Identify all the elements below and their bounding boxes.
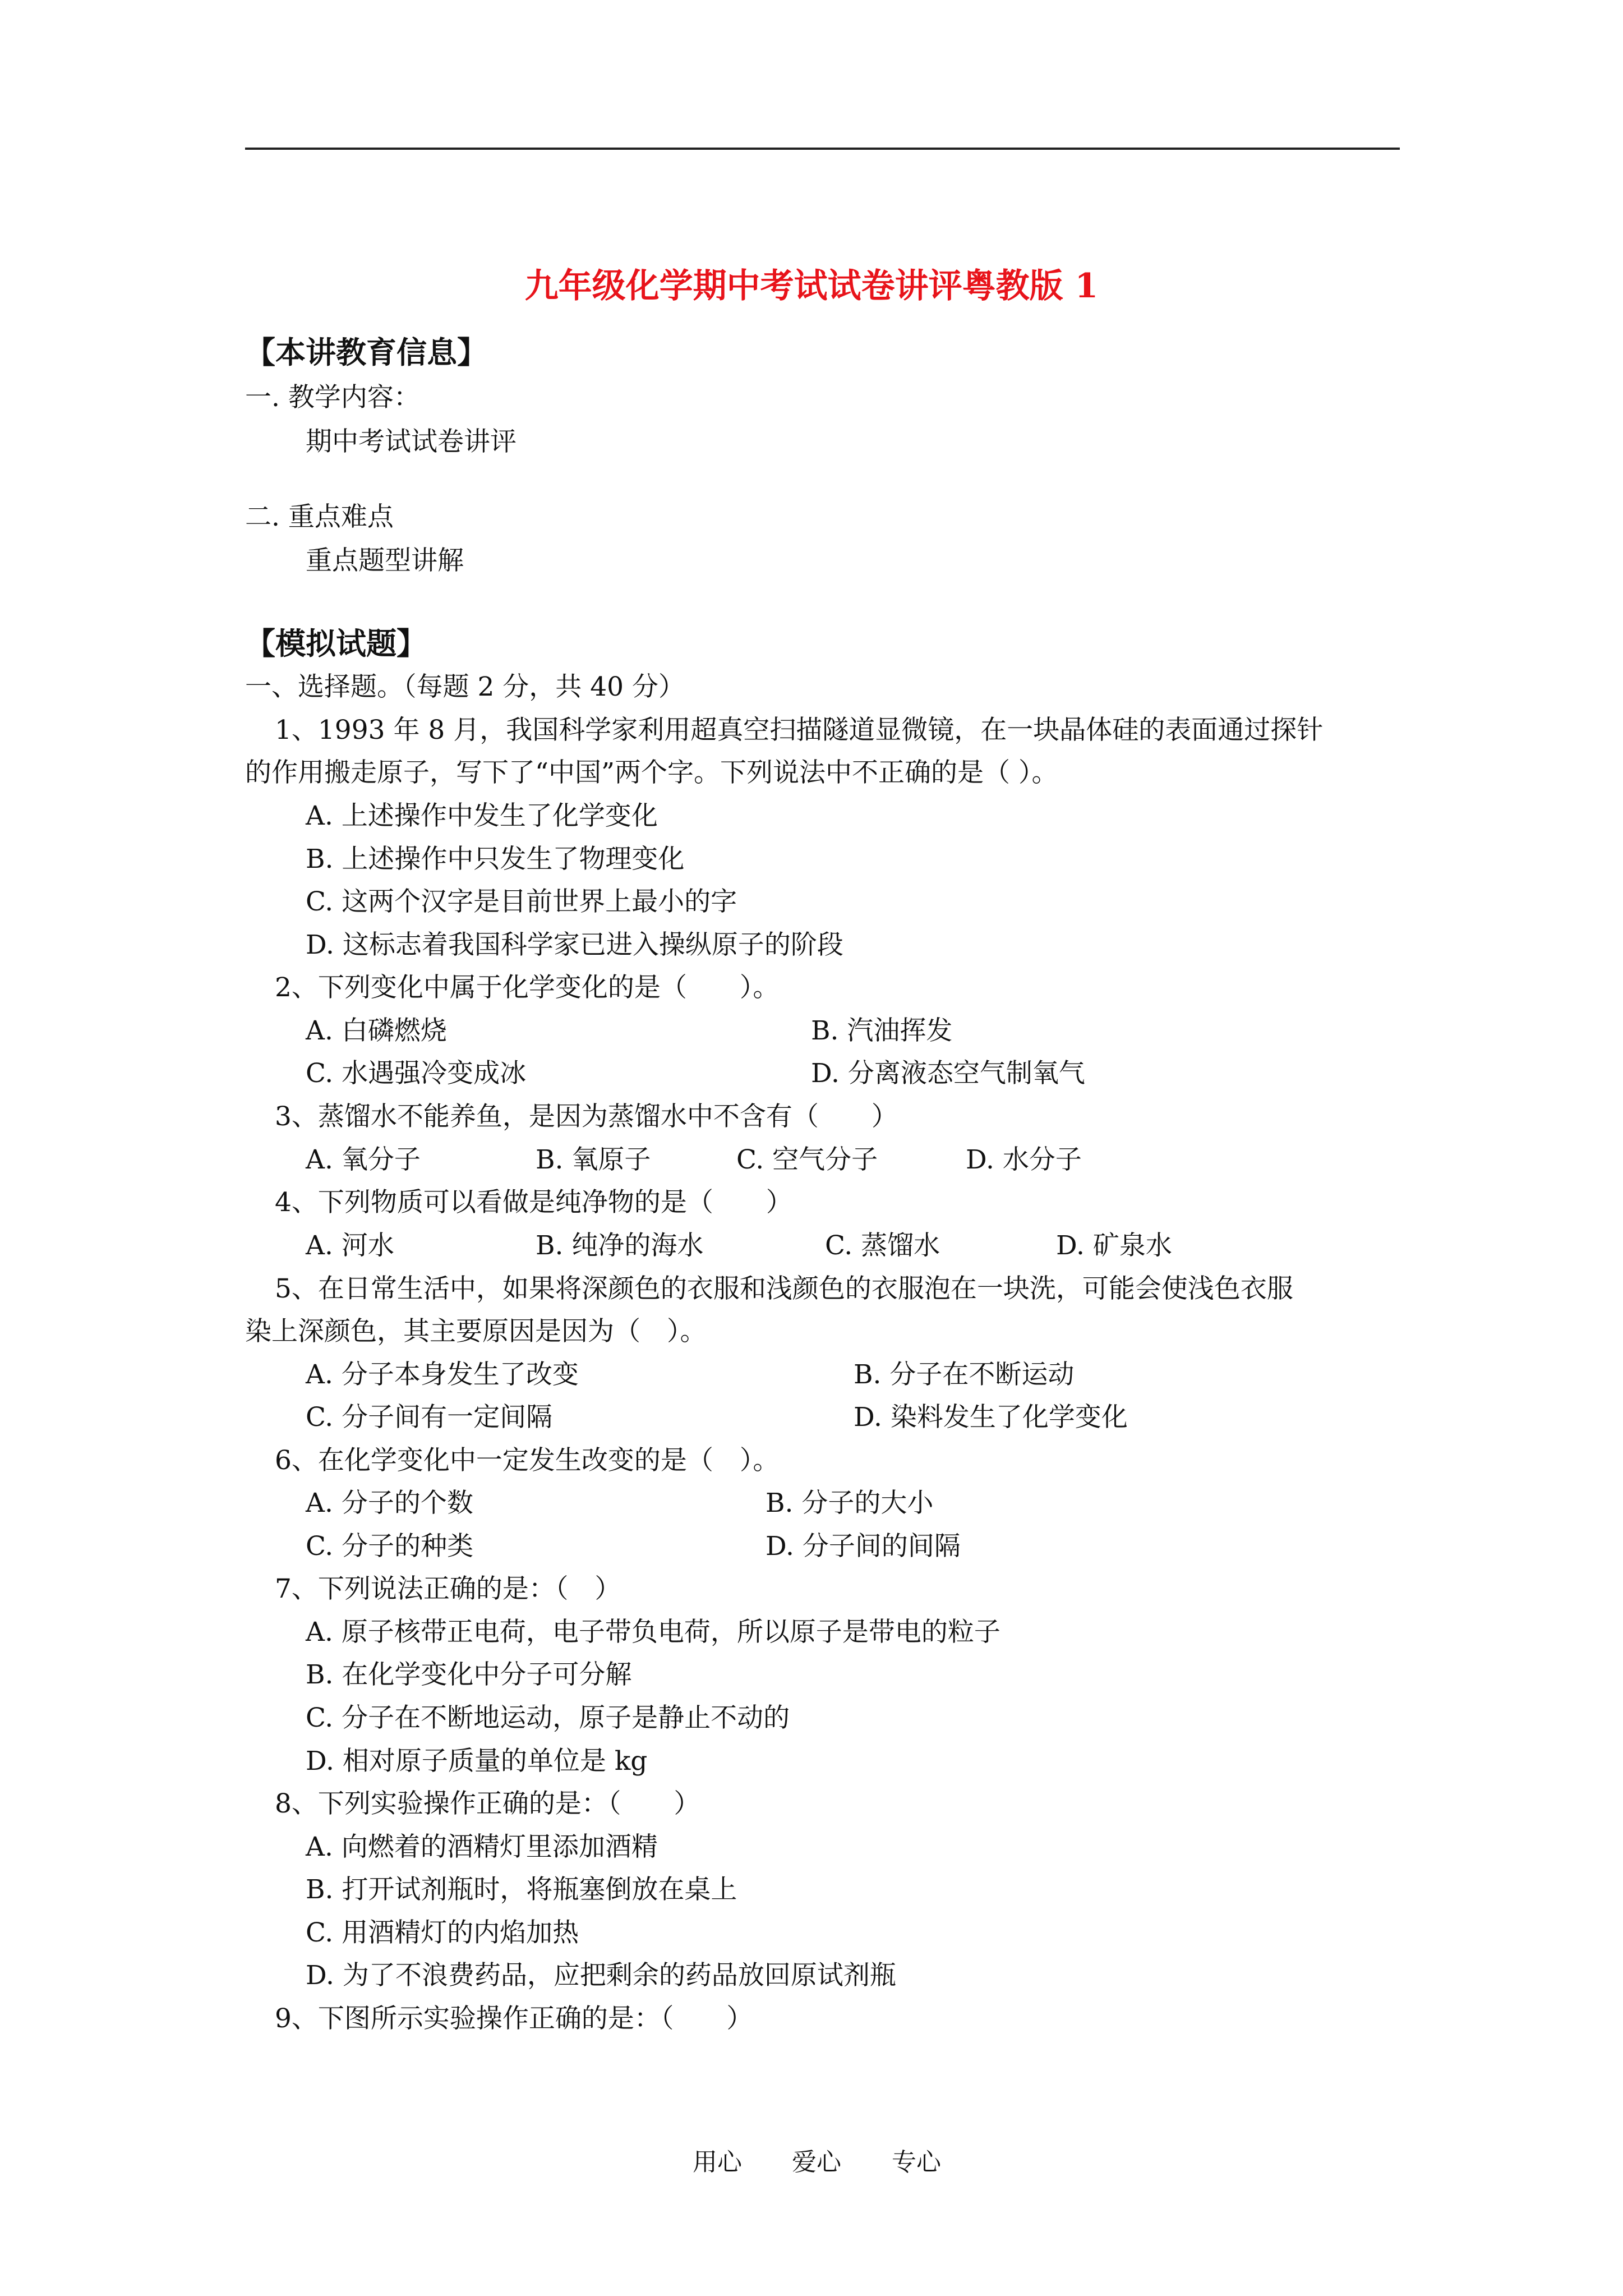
question-5-line-1: 5、在日常生活中，如果将深颜色的衣服和浅颜色的衣服泡在一块洗，可能会使浅色衣服 bbox=[275, 1273, 1293, 1304]
question-9: 9、下图所示实验操作正确的是：（ ） bbox=[275, 2003, 753, 2034]
question-1-option-d: D. 这标志着我国科学家已进入操纵原子的阶段 bbox=[306, 930, 843, 960]
question-5-option-a: A. 分子本身发生了改变 bbox=[306, 1359, 579, 1390]
question-6-option-a: A. 分子的个数 bbox=[306, 1488, 473, 1519]
question-6-option-b: B. 分子的大小 bbox=[766, 1488, 934, 1519]
question-6-option-c: C. 分子的种类 bbox=[306, 1531, 474, 1562]
key-points-heading: 二. 重点难点 bbox=[245, 501, 394, 532]
question-4-option-d: D. 矿泉水 bbox=[1056, 1230, 1172, 1261]
question-7-option-c: C. 分子在不断地运动，原子是静止不动的 bbox=[306, 1703, 790, 1733]
question-6: 6、在化学变化中一定发生改变的是（ ）。 bbox=[275, 1445, 780, 1476]
question-3-option-c: C. 空气分子 bbox=[736, 1144, 878, 1175]
question-8-option-d: D. 为了不浪费药品，应把剩余的药品放回原试剂瓶 bbox=[306, 1960, 896, 1991]
footer-word-3: 专心 bbox=[892, 2148, 941, 2177]
question-7-option-d: D. 相对原子质量的单位是 kg bbox=[306, 1746, 648, 1777]
question-1-option-c: C. 这两个汉字是目前世界上最小的字 bbox=[306, 886, 737, 917]
question-5-option-c: C. 分子间有一定间隔 bbox=[306, 1402, 553, 1433]
question-1-option-b: B. 上述操作中只发生了物理变化 bbox=[306, 844, 685, 875]
teaching-content-body: 期中考试试卷讲评 bbox=[306, 426, 517, 457]
question-4: 4、下列物质可以看做是纯净物的是（ ） bbox=[275, 1187, 792, 1218]
question-1-option-a: A. 上述操作中发生了化学变化 bbox=[306, 800, 658, 831]
test-section-heading: 【模拟试题】 bbox=[245, 625, 427, 661]
header-rule bbox=[245, 148, 1400, 150]
question-8-option-c: C. 用酒精灯的内焰加热 bbox=[306, 1917, 579, 1948]
part1-heading: 一、选择题。（每题 2 分，共 40 分） bbox=[245, 671, 685, 702]
question-5-line-2: 染上深颜色，其主要原因是因为（ ）。 bbox=[245, 1316, 707, 1347]
document-title: 九年级化学期中考试试卷讲评粤教版 1 bbox=[524, 266, 1099, 306]
question-7-option-a: A. 原子核带正电荷，电子带负电荷，所以原子是带电的粒子 bbox=[306, 1617, 1000, 1648]
question-1-line-2: 的作用搬走原子，写下了“中国”两个字。下列说法中不正确的是（ ）。 bbox=[245, 757, 1058, 788]
question-8-option-a: A. 向燃着的酒精灯里添加酒精 bbox=[306, 1832, 658, 1862]
footer-word-1: 用心 bbox=[693, 2148, 742, 2177]
info-section-heading: 【本讲教育信息】 bbox=[245, 334, 487, 370]
question-7-option-b: B. 在化学变化中分子可分解 bbox=[306, 1659, 632, 1690]
question-5-option-b: B. 分子在不断运动 bbox=[854, 1359, 1075, 1390]
question-2-option-a: A. 白磷燃烧 bbox=[306, 1015, 447, 1046]
teaching-content-heading: 一. 教学内容： bbox=[245, 382, 420, 413]
key-points-body: 重点题型讲解 bbox=[306, 545, 464, 576]
question-7: 7、下列说法正确的是：（ ） bbox=[275, 1573, 621, 1604]
question-6-option-d: D. 分子间的间隔 bbox=[766, 1531, 961, 1562]
question-4-option-a: A. 河水 bbox=[306, 1230, 394, 1261]
question-2-option-b: B. 汽油挥发 bbox=[811, 1015, 953, 1046]
question-4-option-c: C. 蒸馏水 bbox=[825, 1230, 940, 1261]
question-3-option-a: A. 氧分子 bbox=[306, 1144, 421, 1175]
question-5-option-d: D. 染料发生了化学变化 bbox=[854, 1402, 1128, 1433]
question-3: 3、蒸馏水不能养鱼，是因为蒸馏水中不含有（ ） bbox=[275, 1101, 898, 1132]
question-8-option-b: B. 打开试剂瓶时，将瓶塞倒放在桌上 bbox=[306, 1874, 737, 1905]
question-3-option-b: B. 氧原子 bbox=[536, 1144, 651, 1175]
question-2-option-d: D. 分离液态空气制氧气 bbox=[811, 1058, 1085, 1089]
footer-word-2: 爱心 bbox=[792, 2148, 841, 2177]
question-4-option-b: B. 纯净的海水 bbox=[536, 1230, 704, 1261]
question-2-option-c: C. 水遇强冷变成冰 bbox=[306, 1058, 527, 1089]
question-1-line-1: 1、1993 年 8 月，我国科学家利用超真空扫描隧道显微镜，在一块晶体硅的表面通过探针 bbox=[275, 715, 1324, 746]
question-8: 8、下列实验操作正确的是：（ ） bbox=[275, 1788, 700, 1819]
question-3-option-d: D. 水分子 bbox=[966, 1144, 1082, 1175]
question-2: 2、下列变化中属于化学变化的是（ ）。 bbox=[275, 972, 780, 1003]
